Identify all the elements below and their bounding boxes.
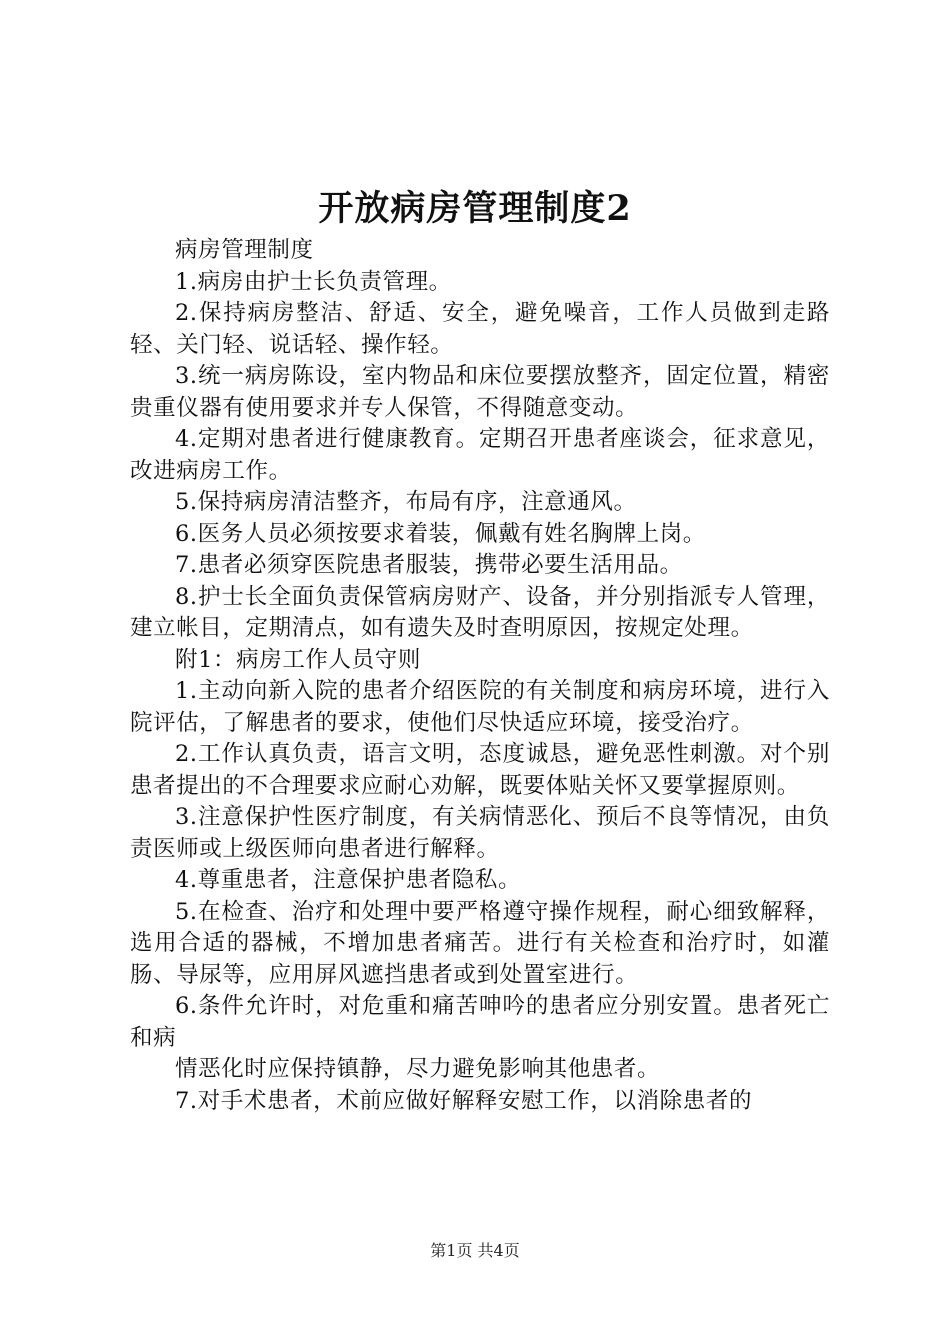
paragraph: 情恶化时应保持镇静，尽力避免影响其他患者。 [175,1056,661,1082]
paragraph: 5.在检查、治疗和处理中要严格遵守操作规程，耐心细致解释，选用合适的器械，不增加患者痛苦。进行有关检查和治疗时，如灌肠、导尿等，应用屏风遮挡患者或到处置室进行。 [130,898,830,988]
paragraph: 7.对手术患者，术前应做好解释安慰工作，以消除患者的 [175,1087,753,1114]
paragraph: 5.保持病房清洁整齐，布局有序，注意通风。 [175,489,637,515]
paragraph: 病房管理制度 [175,237,314,263]
section-heading: 附1：病房工作人员守则 [175,646,421,673]
paragraph: 1.病房由护士长负责管理。 [175,268,452,295]
paragraph: 3.统一病房陈设，室内物品和床位要摆放整齐，固定位置，精密贵重仪器有使用要求并专人保管，不得随意变动。 [130,363,830,421]
paragraph: 6.条件允许时，对危重和痛苦呻吟的患者应分别安置。患者死亡和病 [130,993,830,1051]
paragraph: 2.保持病房整洁、舒适、安全，避免噪音，工作人员做到走路轻、关门轻、说话轻、操作轻。 [130,300,830,358]
paragraph: 7.患者必须穿医院患者服装，携带必要生活用品。 [175,552,683,578]
document-title: 开放病房管理制度2 [318,188,632,229]
document-body [130,235,830,1117]
paragraph: 8.护士长全面负责保管病房财产、设备，并分别指派专人管理，建立帐目，定期清点，如有遗失及时查明原因，按规定处理。 [130,583,830,641]
paragraph: 3.注意保护性医疗制度，有关病情恶化、预后不良等情况，由负责医师或上级医师向患者进行解释。 [130,804,830,862]
paragraph: 1.主动向新入院的患者介绍医院的有关制度和病房环境，进行入院评估，了解患者的要求，使他们尽快适应环境，接受治疗。 [130,678,830,736]
paragraph: 4.定期对患者进行健康教育。定期召开患者座谈会，征求意见，改进病房工作。 [130,426,830,484]
paragraph: 6.医务人员必须按要求着装，佩戴有姓名胸牌上岗。 [175,520,706,547]
paragraph: 4.尊重患者，注意保护患者隐私。 [175,867,522,893]
paragraph: 2.工作认真负责，语言文明，态度诚恳，避免恶性刺激。对个别患者提出的不合理要求应耐心劝解，既要体贴关怀又要掌握原则。 [130,741,830,799]
page-number-footer: 第1页 共4页 [430,1241,520,1260]
